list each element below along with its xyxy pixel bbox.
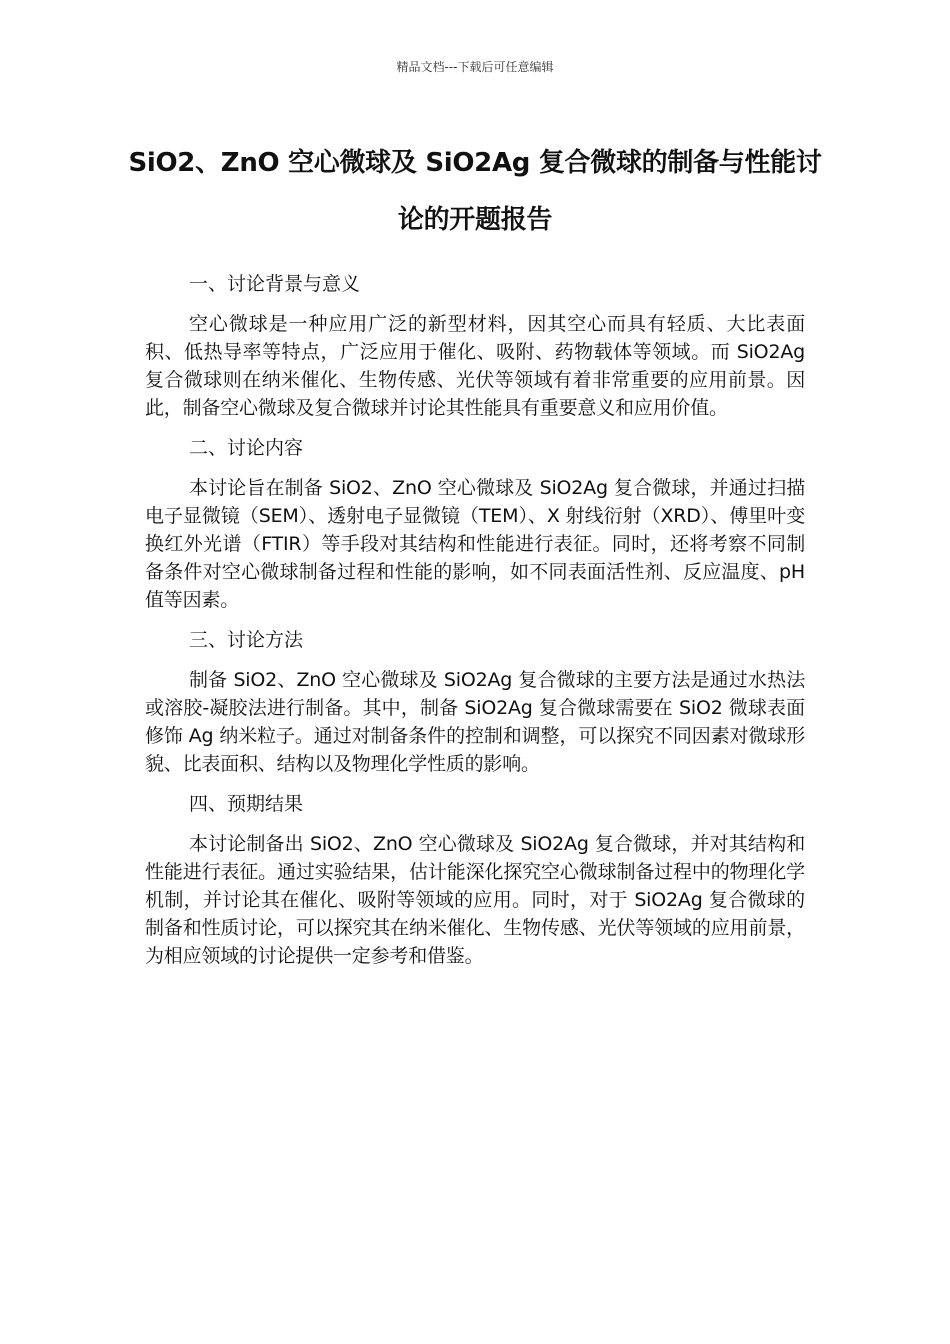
- section-paragraph: 本讨论旨在制备 SiO2、ZnO 空心微球及 SiO2Ag 复合微球，并通过扫描电子显微镜（SEM）、透射电子显微镜（TEM）、X 射线衍射（XRD）、傅里叶变换红外光谱（FTIR）等手段对其结构和性能进行表征。同时，还将考察不同制备条件对空心微球制备过程和性能的影响，如不同表面活性剂、反应温度、pH 值等因素。: [145, 477, 805, 611]
- section-heading: 二、讨论内容: [189, 437, 304, 459]
- document-title: SiO2、ZnO 空心微球及 SiO2Ag 复合微球的制备与性能讨论的开题报告: [128, 148, 822, 235]
- section-heading: 一、讨论背景与意义: [189, 273, 361, 295]
- section-paragraph: 空心微球是一种应用广泛的新型材料，因其空心而具有轻质、大比表面积、低热导率等特点，广泛应用于催化、吸附、药物载体等领域。而 SiO2Ag 复合微球则在纳米催化、生物传感、光伏等领域有着非常重要的应用前景。因此，制备空心微球及复合微球并讨论其性能具有重要意义和应用价值。: [145, 313, 805, 419]
- section-heading: 三、讨论方法: [189, 629, 304, 651]
- section-paragraph: 制备 SiO2、ZnO 空心微球及 SiO2Ag 复合微球的主要方法是通过水热法或溶胶-凝胶法进行制备。其中，制备 SiO2Ag 复合微球需要在 SiO2 微球表面修饰 Ag 纳米粒子。通过对制备条件的控制和调整，可以探究不同因素对微球形貌、比表面积、结构以及物理化学性质的影响。: [145, 669, 805, 775]
- section-content: [145, 434, 805, 614]
- section-expected-results: [145, 790, 805, 970]
- section-paragraph: 本讨论制备出 SiO2、ZnO 空心微球及 SiO2Ag 复合微球，并对其结构和性能进行表征。通过实验结果，估计能深化探究空心微球制备过程中的物理化学机制，并讨论其在催化、吸附等领域的应用。同时，对于 SiO2Ag 复合微球的制备和性质讨论，可以探究其在纳米催化、生物传感、光伏等领域的应用前景，为相应领域的讨论提供一定参考和借鉴。: [145, 833, 805, 967]
- section-background: [145, 270, 805, 422]
- section-heading: 四、预期结果: [189, 793, 304, 815]
- header-note: 精品文档---下载后可任意编辑: [396, 60, 554, 74]
- section-method: [145, 626, 805, 778]
- document-body: [145, 270, 805, 982]
